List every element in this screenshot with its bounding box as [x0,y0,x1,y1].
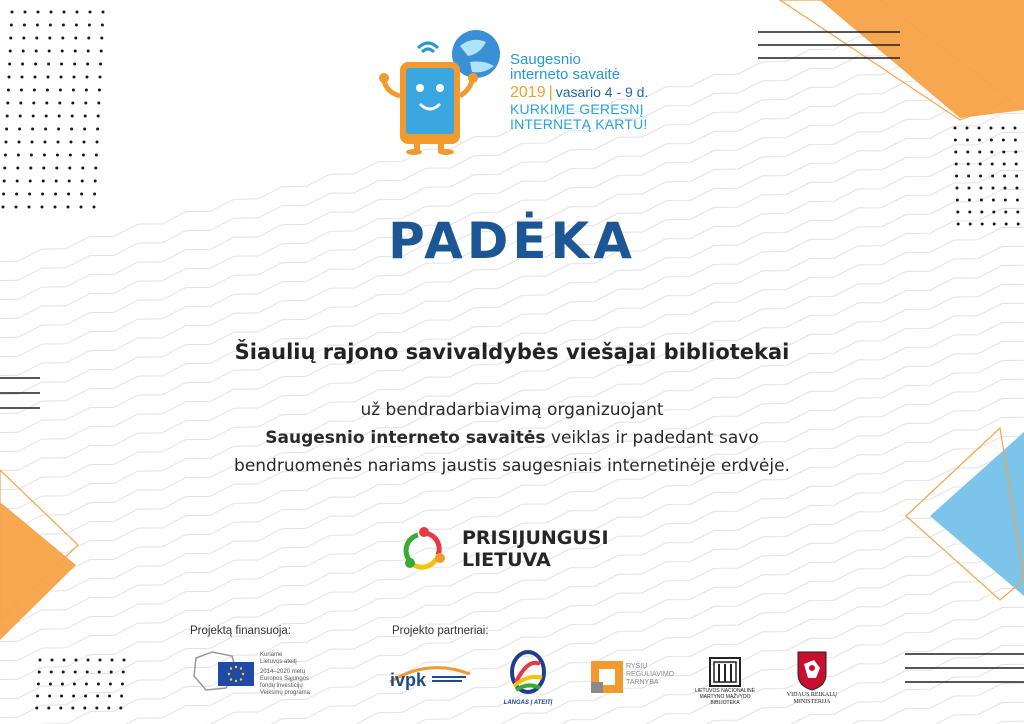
rrt-logo [590,660,680,696]
dot [107,707,110,710]
dot [55,167,58,170]
dot [93,193,96,196]
dot [23,24,26,27]
dot [120,695,123,698]
dot [71,102,74,105]
lnb-text-3: BIBLIOTEKA [710,700,740,706]
dot [1004,199,1007,202]
dot [83,141,86,144]
zigzag-line [0,139,1024,426]
dot [98,89,101,92]
dot [108,695,111,698]
coat-of-arms-icon [782,650,842,692]
langas-text: LANGAS Į ATEITĮ [503,700,553,706]
dot [71,707,74,710]
dot [44,128,47,131]
dot [73,683,76,686]
dot [968,187,971,190]
dot [38,671,41,674]
dot [7,89,10,92]
dot [1002,151,1005,154]
dot [100,50,103,53]
dot [978,151,981,154]
dot [42,180,45,183]
dot [97,683,100,686]
dot [22,50,25,53]
dot [966,139,969,142]
zigzag-line [0,709,1024,724]
dot [1014,127,1017,130]
dot [109,683,112,686]
dot [31,128,34,131]
ivpk-logo-mark [388,660,472,692]
dot [991,175,994,178]
dot [37,683,40,686]
dot [99,76,102,79]
vrm-text-2: MINISTERIJA [793,699,831,705]
dot [43,154,46,157]
dot [54,193,57,196]
dot [81,167,84,170]
dot [990,151,993,154]
dot [9,37,12,40]
people-circle-icon [400,525,448,575]
dot [50,671,53,674]
dot [59,707,62,710]
dot [2,206,5,209]
dot [36,695,39,698]
dot [1015,163,1018,166]
lnb-text-1: LIETUVOS NACIONALINĖ [694,688,755,694]
dot [956,187,959,190]
dot [60,63,63,66]
dot [1002,139,1005,142]
dot [83,707,86,710]
dot [15,193,18,196]
dot [54,206,57,209]
dot [123,659,126,662]
dot [72,695,75,698]
dot [94,167,97,170]
dot [1016,187,1019,190]
dot [95,707,98,710]
event-name-line2: interneto savaitė [510,66,621,84]
dot [49,24,52,27]
dot [6,115,9,118]
dot [4,154,7,157]
dot [88,24,91,27]
dot [992,187,995,190]
dot [100,37,103,40]
dot [101,24,104,27]
dot [47,76,50,79]
dot [22,37,25,40]
dot [8,63,11,66]
dot [45,115,48,118]
dot [10,24,13,27]
dot [968,199,971,202]
dot [19,115,22,118]
eu-text-3: 2014–2020 metų [260,669,306,675]
certificate-description [0,396,1024,480]
dot [86,671,89,674]
library-building-icon [688,656,762,688]
dot [991,163,994,166]
dot [21,76,24,79]
dot [121,683,124,686]
dot [75,24,78,27]
dot [956,199,959,202]
national-library-logo [688,656,762,706]
dot [80,193,83,196]
dot [48,37,51,40]
dot [61,683,64,686]
dot [57,141,60,144]
dot [46,89,49,92]
dot [37,11,40,14]
program-name-line1: PRISIJUNGUSI [462,527,609,549]
dot [55,180,58,183]
event-slogan-line1: KURKIME GERESNĮ [510,100,644,117]
dot [85,89,88,92]
eu-text-2: Lietuvos ateitį [260,659,297,665]
dot [69,154,72,157]
event-logo [376,26,666,156]
dot [979,175,982,178]
dot [56,154,59,157]
recipient-name: Šiaulių rajono savivaldybės viešajai bibliotekai [234,340,790,364]
tablet-mascot-icon [376,26,510,156]
description-bold-part: Saugesnio interneto savaitės [265,428,546,448]
event-dates: vasario 4 - 9 d. [555,83,649,100]
dot [80,206,83,209]
dot [74,671,77,674]
dot [954,139,957,142]
event-divider: | [548,83,553,101]
orange-diamond-left [0,502,76,640]
description-line3: bendruomenės nariams jaustis saugesniais internetinėje erdvėje. [234,456,790,476]
event-text-block [510,52,648,131]
eu-text-4: Europos Sąjungos [260,676,310,682]
dot [980,199,983,202]
langas-logo-mark [498,648,558,708]
dot [44,141,47,144]
dot [122,671,125,674]
dot [29,167,32,170]
dot [102,11,105,14]
dot [35,50,38,53]
dot [87,659,90,662]
dot [70,128,73,131]
dot [62,24,65,27]
dot [99,63,102,66]
dot [49,683,52,686]
dot [42,167,45,170]
dot [6,102,9,105]
dot [967,175,970,178]
dot [978,139,981,142]
dot [18,128,21,131]
dot [74,50,77,53]
dot [36,24,39,27]
rrt-text-3: TARNYBA [626,679,659,686]
dot [75,659,78,662]
dot [966,127,969,130]
dot [967,163,970,166]
dot [1016,199,1019,202]
description-line1: už bendradarbiavimą organizuojant [360,400,664,420]
dot [84,102,87,105]
dot [61,50,64,53]
dot [954,127,957,130]
dot [48,695,51,698]
dot [19,102,22,105]
dot [954,151,957,154]
dot [96,695,99,698]
dot [35,707,38,710]
dot [3,167,6,170]
dot [57,128,60,131]
dot [24,11,27,14]
dot [20,89,23,92]
eu-text-6: Veiksmų programa [260,690,311,696]
partners-label: Projekto partneriai: [392,625,489,637]
dot [1014,151,1017,154]
dot [95,154,98,157]
event-date-row [510,85,648,101]
event-name-line1: Saugesnio [510,51,581,68]
dot [97,102,100,105]
dot [33,89,36,92]
eu-text-5: fondų investicijų [260,683,303,689]
dot [87,50,90,53]
eu-flag-icon [192,648,258,698]
dot [8,76,11,79]
dot [119,707,122,710]
dot [72,89,75,92]
rrt-text-1: RYŠIŲ [626,663,648,670]
lnb-text-2: MARTYNO MAŽVYDO [699,694,751,700]
dot [81,180,84,183]
dot [955,163,958,166]
dot [73,63,76,66]
event-year: 2019 [510,83,546,101]
dot [1015,175,1018,178]
dot [96,141,99,144]
dot [21,63,24,66]
program-name [462,527,609,571]
dot [966,151,969,154]
event-slogan-line2: INTERNETĄ KARTU! [510,116,648,133]
program-name-line2: LIETUVA [462,549,551,571]
dot [28,206,31,209]
dot [979,163,982,166]
dot [60,695,63,698]
dot [1003,163,1006,166]
dot [16,180,19,183]
dot [18,141,21,144]
certificate-title: PADĖKA [388,212,636,270]
dot [83,128,86,131]
dot [48,50,51,53]
dot [41,193,44,196]
rrt-logo-mark [590,660,624,694]
dot [84,695,87,698]
library-text [688,688,762,706]
dot [68,167,71,170]
dot [110,671,113,674]
dot [68,180,71,183]
dot [47,707,50,710]
dot [28,193,31,196]
dot [31,141,34,144]
ivpk-logo [388,660,472,692]
dot [85,683,88,686]
dot [41,206,44,209]
ivpk-text: ivpk [390,670,427,690]
dot [74,37,77,40]
dot [97,115,100,118]
dot [990,127,993,130]
description-line2-rest: veiklas ir padedant savo [545,428,759,448]
dot [73,76,76,79]
dot [47,63,50,66]
dot [99,659,102,662]
dot [1002,127,1005,130]
dot [51,659,54,662]
funded-by-label: Projektą finansuoja: [190,625,292,637]
dot [992,199,995,202]
dot [30,154,33,157]
dot [1003,175,1006,178]
dot [67,193,70,196]
dot [70,141,73,144]
dot [39,659,42,662]
eu-funds-text [260,652,320,697]
dot [96,128,99,131]
dot [980,187,983,190]
dot [955,175,958,178]
dot [87,37,90,40]
dot [34,63,37,66]
rrt-text [626,663,682,687]
dot [58,115,61,118]
dot [98,671,101,674]
dot [58,102,61,105]
dot [60,76,63,79]
dot [82,154,85,157]
dot [45,102,48,105]
dot [84,115,87,118]
dot [990,139,993,142]
dot [111,659,114,662]
dot [67,206,70,209]
dot [34,76,37,79]
dot [61,37,64,40]
dot [29,180,32,183]
dot [86,76,89,79]
ministry-text [782,692,842,706]
dot [76,11,79,14]
dot [1004,187,1007,190]
zigzag-line [0,348,1024,635]
description-line2 [0,424,1024,452]
eu-funds-logo [192,648,312,698]
dot [2,193,5,196]
dot [94,180,97,183]
prisijungusi-lietuva-logo [400,525,640,575]
dot [62,671,65,674]
dot [59,89,62,92]
dot [15,206,18,209]
dot [5,141,8,144]
vrm-text-1: VIDAUS REIKALŲ [786,692,838,698]
dot [63,11,66,14]
dot [5,128,8,131]
dot [71,115,74,118]
dot [1014,139,1017,142]
interior-ministry-logo [782,650,842,706]
langas-i-ateiti-logo [498,648,558,708]
dot [11,11,14,14]
dot [978,127,981,130]
dot [63,659,66,662]
dot [86,63,89,66]
dot [32,102,35,105]
dot [9,50,12,53]
eu-text-1: Kuriame [260,652,283,658]
dot [89,11,92,14]
dot [3,180,6,183]
dot [16,167,19,170]
dot [35,37,38,40]
dot [50,11,53,14]
rrt-text-2: REGULIAVIMO [626,671,675,678]
dot [32,115,35,118]
dot [93,206,96,209]
dot [17,154,20,157]
